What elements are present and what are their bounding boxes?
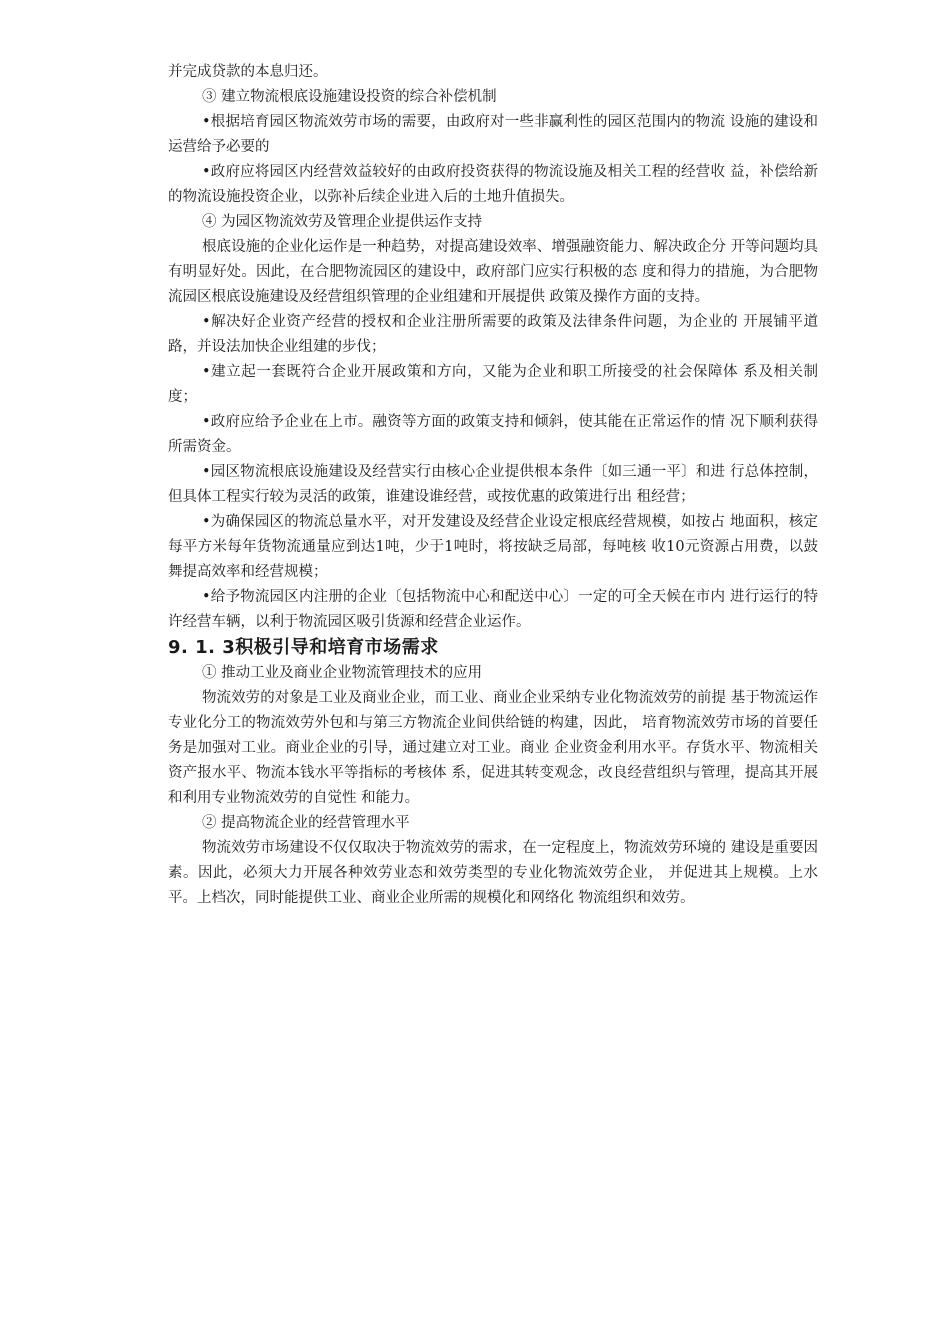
bullet-core-enterprise: •园区物流根底设施建设及经营实行由核心企业提供根本条件〔如三通一平〕和进 行总体控制，但具体工程实行较为灵活的政策，谁建设谁经营，或按优惠的政策进行出 租经营；: [168, 464, 818, 505]
bullet-asset-authorization: •解决好企业资产经营的授权和企业注册所需要的政策及法律条件问题，为企业的 开展铺平道路，并设法加快企业组建的步伐；: [168, 314, 818, 355]
paragraph-continuation: 并完成贷款的本息归还。: [168, 64, 328, 80]
subheading-logistics-technology: ① 推动工业及商业企业物流管理技术的应用: [202, 665, 483, 681]
subheading-compensation-mechanism: ③ 建立物流根底设施建设投资的综合补偿机制: [202, 89, 497, 105]
bullet-financing-support: •政府应给予企业在上市。融资等方面的政策支持和倾斜，使其能在正常运作的情 况下顺利获得所需资金。: [168, 414, 818, 455]
document-page: [168, 60, 818, 911]
bullet-social-security: •建立起一套既符合企业开展政策和方向，又能为企业和职工所接受的社会保障体 系及相关制度；: [168, 364, 818, 405]
bullet-licensed-vehicles: •给予物流园区内注册的企业〔包括物流中心和配送中心〕一定的可全天候在市内 进行运行的特许经营车辆，以利于物流园区吸引货源和经营企业运作。: [168, 589, 818, 630]
paragraph-market-construction: 物流效劳市场建设不仅仅取决于物流效劳的需求，在一定程度上，物流效劳环境的 建设是重要因素。因此，必须大力开展各种效劳业态和效劳类型的专业化物流效劳企业， 并促进其上规模。上水平。上档次，同时能提供工业、商业企业所需的规模化和网络化 物流组织和效劳。: [168, 840, 818, 906]
paragraph-service-targets: 物流效劳的对象是工业及商业企业，而工业、商业企业采纳专业化物流效劳的前提 基于物流运作专业化分工的物流效劳外包和与第三方物流企业间供给链的构建，因此， 培育物流效劳市场的首要任务是加强对工业。商业企业的引导，通过建立对工业。商业 企业资金利用水平。存货水平、物流相关资产报水平、物流本钱水平等指标的考核体 系，促进其转变观念，改良经营组织与管理，提高其开展和利用专业物流效劳的自觉性 和能力。: [168, 690, 818, 806]
subheading-operation-support: ④ 为园区物流效劳及管理企业提供运作支持: [202, 214, 483, 230]
bullet-operation-scale: •为确保园区的物流总量水平，对开发建设及经营企业设定根底经营规模，如按占 地面积，核定每平方米每年货物流通量应到达1吨，少于1吨时，将按缺乏局部，每吨核 收10元资源占用费，以鼓舞提高效率和经营规模；: [168, 514, 818, 580]
bullet-government-investment: •根据培育园区物流效劳市场的需要，由政府对一些非赢利性的园区范围内的物流 设施的建设和运营给予必要的: [168, 114, 818, 155]
subheading-management-level: ② 提高物流企业的经营管理水平: [202, 815, 410, 831]
section-heading: 9. 1. 3积极引导和培育市场需求: [168, 637, 439, 658]
paragraph-corporate-operation: 根底设施的企业化运作是一种趋势，对提高建设效率、增强融资能力、解决政企分 开等问题均具有明显好处。因此，在合肥物流园区的建设中，政府部门应实行积极的态 度和得力的措施，为合肥物流园区根底设施建设及经营组织管理的企业组建和开展提供 政策及操作方面的支持。: [168, 239, 818, 305]
bullet-compensation: •政府应将园区内经营效益较好的由政府投资获得的物流设施及相关工程的经营收 益，补偿给新的物流设施投资企业，以弥补后续企业进入后的土地升值损失。: [168, 164, 818, 205]
